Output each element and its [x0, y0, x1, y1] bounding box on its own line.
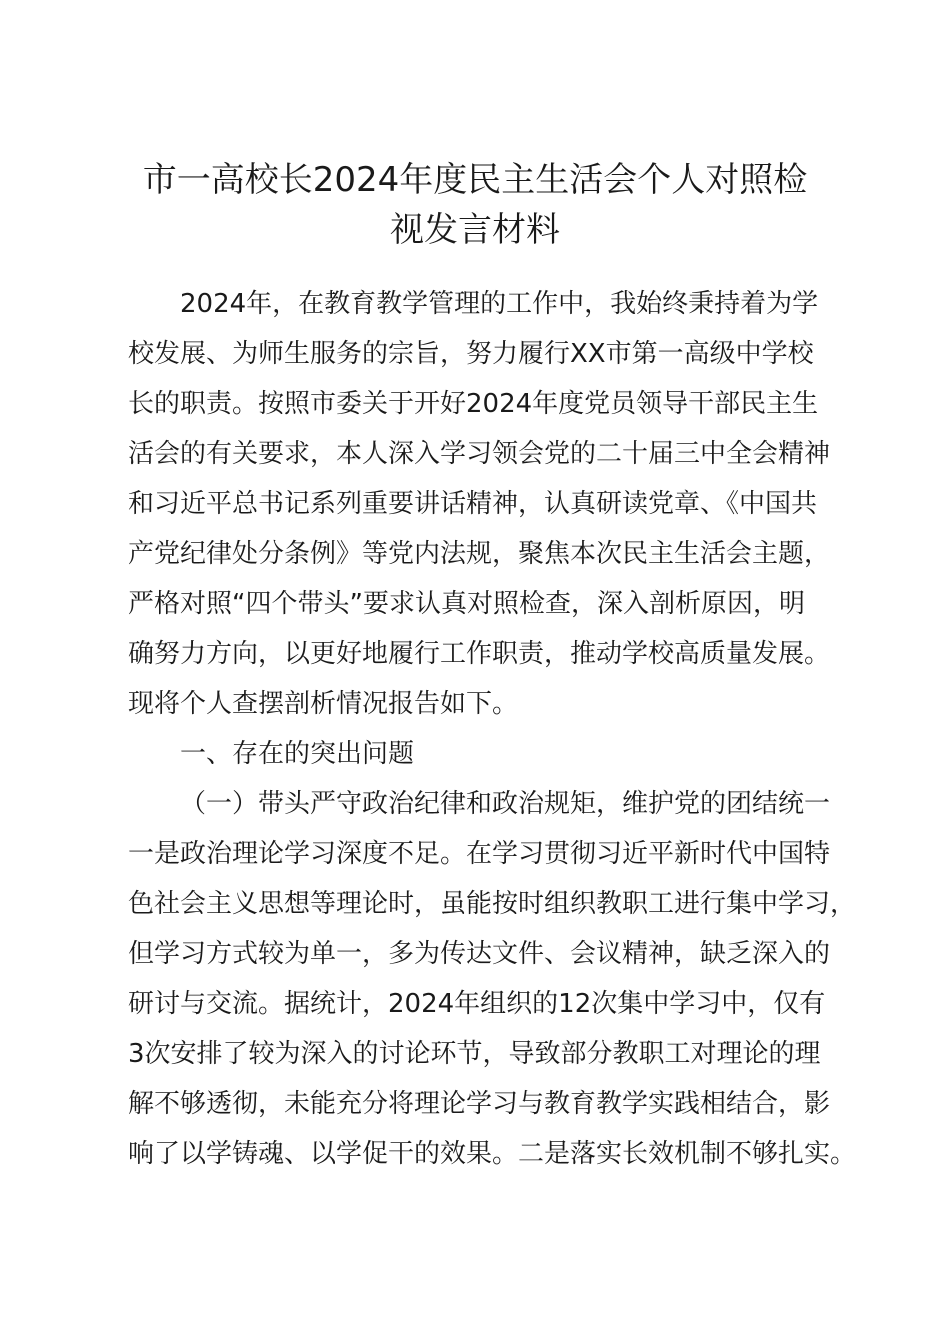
- paragraph-line: 和习近平总书记系列重要讲话精神，认真研读党章、《中国共: [128, 489, 818, 519]
- paragraph-line: 研讨与交流。据统计，2024年组织的12次集中学习中，仅有: [128, 989, 826, 1019]
- paragraph-line: 严格对照“四个带头”要求认真对照检查，深入剖析原因，明: [128, 589, 805, 619]
- paragraph-line: 活会的有关要求，本人深入学习领会党的二十届三中全会精神: [128, 439, 831, 469]
- paragraph-line: 色社会主义思想等理论时，虽能按时组织教职工进行集中学习，: [128, 889, 857, 919]
- paragraph-line: 3次安排了较为深入的讨论环节，导致部分教职工对理论的理: [128, 1039, 821, 1069]
- title-line-1: 市一高校长2024年度民主生活会个人对照检: [142, 160, 808, 200]
- title-line-2: 视发言材料: [390, 210, 560, 250]
- paragraph-line: 2024年，在教育教学管理的工作中，我始终秉持着为学: [180, 289, 819, 319]
- paragraph-line: 解不够透彻，未能充分将理论学习与教育教学实践相结合，影: [128, 1089, 831, 1119]
- document-title: [100, 155, 850, 255]
- paragraph-line: 但学习方式较为单一，多为传达文件、会议精神，缺乏深入的: [128, 939, 831, 969]
- section-heading: 一、存在的突出问题: [180, 739, 415, 769]
- paragraph-line: 一是政治理论学习深度不足。在学习贯彻习近平新时代中国特: [128, 839, 831, 869]
- paragraph-line: 确努力方向，以更好地履行工作职责，推动学校高质量发展。: [128, 639, 831, 669]
- paragraph-line: 校发展、为师生服务的宗旨，努力履行XX市第一高级中学校: [128, 339, 814, 369]
- paragraph-line: 现将个人查摆剖析情况报告如下。: [128, 689, 519, 719]
- paragraph-line: 产党纪律处分条例》等党内法规，聚焦本次民主生活会主题，: [128, 539, 831, 569]
- paragraph-line: 长的职责。按照市委关于开好2024年度党员领导干部民主生: [128, 389, 819, 419]
- subsection-heading: （一）带头严守政治纪律和政治规矩，维护党的团结统一: [180, 789, 831, 819]
- paragraph-line: 响了以学铸魂、以学促干的效果。二是落实长效机制不够扎实。: [128, 1139, 857, 1169]
